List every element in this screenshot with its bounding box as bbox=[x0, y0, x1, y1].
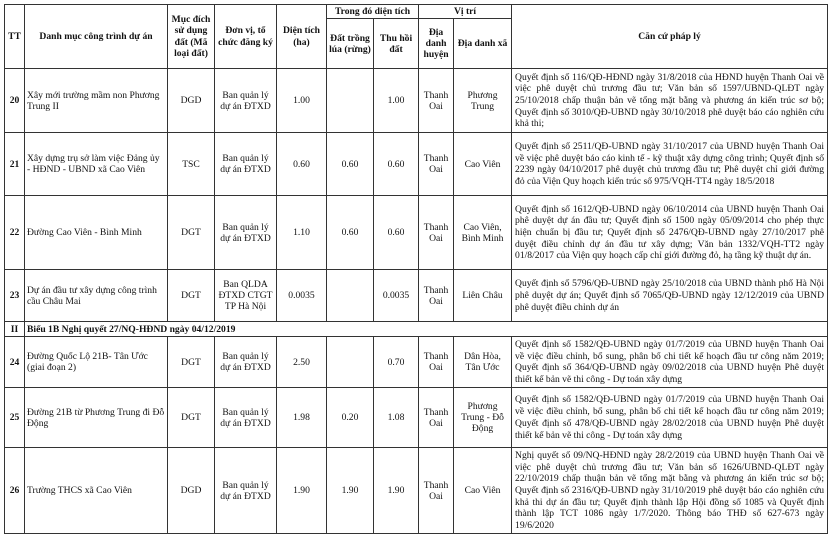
cell-area: 0.0035 bbox=[277, 270, 327, 322]
cell-purpose: DGT bbox=[168, 270, 215, 322]
cell-commune: Phương Trung bbox=[454, 69, 512, 133]
cell-recover: 1.90 bbox=[374, 448, 419, 534]
cell-unit: Ban quản lý dự án ĐTXD bbox=[215, 448, 277, 534]
cell-name: Dự án đầu tư xây dựng công trình cầu Châu Mai bbox=[25, 270, 168, 322]
table-row bbox=[5, 270, 828, 322]
cell-name: Xây dựng trụ sở làm việc Đảng ủy - HĐND - UBND xã Cao Viên bbox=[25, 133, 168, 196]
header-recover: Thu hồi đất bbox=[374, 19, 419, 69]
cell-legal: Quyết định số 1582/QĐ-UBND ngày 01/7/2019 của UBND huyện Thanh Oai về việc điều chỉnh, bổ sung, phân bổ chi tiết kế hoạch đầu tư công năm 2019; Quyết định số 478/QĐ-UBND ngày 28/02/2018 của UBND huyện Phê duyệt thiết kế bản vẽ thi công - Dự toán xây dựng bbox=[512, 388, 828, 448]
section-title: Biểu 1B Nghị quyết 27/NQ-HĐND ngày 04/12/2019 bbox=[25, 322, 828, 337]
cell-district: Thanh Oai bbox=[419, 337, 454, 388]
cell-district: Thanh Oai bbox=[419, 388, 454, 448]
cell-name: Đường Quốc Lộ 21B- Tân Ước (giai đoạn 2) bbox=[25, 337, 168, 388]
cell-rice: 0.60 bbox=[327, 133, 374, 196]
cell-unit: Ban quản lý dự án ĐTXD bbox=[215, 196, 277, 270]
cell-name: Đường Cao Viên - Bình Minh bbox=[25, 196, 168, 270]
cell-commune: Cao Viên bbox=[454, 133, 512, 196]
cell-purpose: DGD bbox=[168, 448, 215, 534]
cell-commune: Dân Hòa, Tân Ước bbox=[454, 337, 512, 388]
table-row bbox=[5, 69, 828, 133]
cell-rice bbox=[327, 337, 374, 388]
cell-legal: Quyết định số 5796/QĐ-UBND ngày 25/10/2018 của UBND thành phố Hà Nội phê duyệt dự án; Quyết định số 7065/QĐ-UBND ngày 12/12/2019 của UBND phê duyệt điều chỉnh dự án bbox=[512, 270, 828, 322]
cell-rice: 0.60 bbox=[327, 196, 374, 270]
section-number: II bbox=[5, 322, 25, 337]
header-group-area: Trong đó diện tích bbox=[327, 5, 419, 19]
cell-purpose: DGT bbox=[168, 196, 215, 270]
table-row bbox=[5, 448, 828, 534]
cell-legal: Nghị quyết số 09/NQ-HĐND ngày 28/2/2019 của UBND huyện Thanh Oai về việc phê duyệt chủ trương đầu tư; Văn bản số 1626/UBND-QLĐT ngày 22/10/2019 chấp thuận bản vẽ tổng mặt bằng và phương án kiến trúc sơ bộ; Quyết định số 2316/QĐ-UBND ngày 31/10/2019 phê duyệt báo cáo nghiên cứu khả thi dự án đầu tư; Quyết định thành lập Hội đồng số 1085 và Quyết định thành lập TCT 1086 ngày 1/7/2020. Thông báo THĐ số 627-673 ngày 19/6/2020 bbox=[512, 448, 828, 534]
cell-tt: 26 bbox=[5, 448, 25, 534]
section-row bbox=[5, 322, 828, 337]
cell-rice bbox=[327, 69, 374, 133]
cell-legal: Quyết định số 116/QĐ-HĐND ngày 31/8/2018 của HĐND huyện Thanh Oai về việc phê duyệt chủ trương đầu tư; Văn bản số 1597/UBND-QLĐT ngày 25/10/2018 chấp thuận bản vẽ tổng mặt bằng và phương án kiến trúc sơ bộ; Quyết định số 3010/QĐ-UBND ngày 30/10/2018 phê duyệt báo cáo nghiên cứu khả thi; bbox=[512, 69, 828, 133]
cell-commune: Phương Trung - Đỗ Động bbox=[454, 388, 512, 448]
cell-rice: 0.20 bbox=[327, 388, 374, 448]
cell-legal: Quyết định số 1612/QĐ-UBND ngày 06/10/2014 của UBND huyện Thanh Oai phê duyệt dự án đầu tư; Quyết định số 1500 ngày 05/09/2014 cho phép thực hiện chuẩn bị đầu tư; Quyết định số 2476/QĐ-UBND ngày 27/10/2017 phê duyệt điều chỉnh dự án đầu tư xây dựng; Văn bản 1332/VQH-TT2 ngày 01/8/2017 của Viện quy hoạch cấp chỉ giới đường đỏ, hạ tầng kỹ thuật dự án. bbox=[512, 196, 828, 270]
cell-unit: Ban quản lý dự án ĐTXD bbox=[215, 337, 277, 388]
table-row bbox=[5, 337, 828, 388]
cell-recover: 1.08 bbox=[374, 388, 419, 448]
table-row bbox=[5, 133, 828, 196]
cell-district: Thanh Oai bbox=[419, 69, 454, 133]
table-row bbox=[5, 196, 828, 270]
header-group-location: Vị trí bbox=[419, 5, 512, 19]
cell-tt: 22 bbox=[5, 196, 25, 270]
cell-area: 1.00 bbox=[277, 69, 327, 133]
cell-name: Trường THCS xã Cao Viên bbox=[25, 448, 168, 534]
cell-purpose: DGD bbox=[168, 69, 215, 133]
cell-district: Thanh Oai bbox=[419, 133, 454, 196]
cell-recover: 1.00 bbox=[374, 69, 419, 133]
cell-area: 1.98 bbox=[277, 388, 327, 448]
cell-commune: Liên Châu bbox=[454, 270, 512, 322]
header-commune: Địa danh xã bbox=[454, 19, 512, 69]
cell-tt: 20 bbox=[5, 69, 25, 133]
cell-tt: 24 bbox=[5, 337, 25, 388]
cell-legal: Quyết định số 2511/QĐ-UBND ngày 31/10/2017 của UBND huyện Thanh Oai về việc phê duyệt báo cáo kinh tế - kỹ thuật xây dựng công trình; Quyết định số 2239 ngày 04/10/2017 phê duyệt chủ trương đầu tư; Phê duyệt chỉ giới đường đỏ của Viện Quy hoạch kiến trúc số 975/VQH-TT4 ngày 18/5/2018 bbox=[512, 133, 828, 196]
cell-district: Thanh Oai bbox=[419, 196, 454, 270]
header-rice: Đất trồng lúa (rừng) bbox=[327, 19, 374, 69]
cell-district: Thanh Oai bbox=[419, 448, 454, 534]
cell-purpose: DGT bbox=[168, 337, 215, 388]
cell-purpose: DGT bbox=[168, 388, 215, 448]
cell-area: 1.90 bbox=[277, 448, 327, 534]
cell-recover: 0.0035 bbox=[374, 270, 419, 322]
cell-area: 1.10 bbox=[277, 196, 327, 270]
table-row bbox=[5, 388, 828, 448]
cell-recover: 0.60 bbox=[374, 133, 419, 196]
cell-unit: Ban QLDA ĐTXD CTGT TP Hà Nội bbox=[215, 270, 277, 322]
cell-tt: 25 bbox=[5, 388, 25, 448]
header-tt: TT bbox=[5, 5, 25, 69]
cell-recover: 0.60 bbox=[374, 196, 419, 270]
cell-rice: 1.90 bbox=[327, 448, 374, 534]
cell-commune: Cao Viên, Bình Minh bbox=[454, 196, 512, 270]
header-legal: Căn cứ pháp lý bbox=[512, 5, 828, 69]
cell-legal: Quyết định số 1582/QĐ-UBND ngày 01/7/2019 của UBND huyện Thanh Oai về việc điều chỉnh, bổ sung, phân bổ chi tiết kế hoạch đầu tư công năm 2019; Quyết định số 364/QĐ-UBND ngày 09/02/2018 của UBND huyện Phê duyệt thiết kế bản vẽ thi công - Dự toán xây dựng bbox=[512, 337, 828, 388]
cell-commune: Cao Viên bbox=[454, 448, 512, 534]
cell-unit: Ban quản lý dự án ĐTXD bbox=[215, 133, 277, 196]
cell-name: Đường 21B từ Phương Trung đi Đỗ Động bbox=[25, 388, 168, 448]
cell-tt: 23 bbox=[5, 270, 25, 322]
cell-area: 0.60 bbox=[277, 133, 327, 196]
document-page bbox=[4, 4, 828, 534]
cell-unit: Ban quản lý dự án ĐTXD bbox=[215, 69, 277, 133]
cell-area: 2.50 bbox=[277, 337, 327, 388]
table-body bbox=[5, 69, 828, 534]
header-district: Địa danh huyện bbox=[419, 19, 454, 69]
table-header bbox=[5, 5, 828, 69]
header-purpose: Mục đích sử dụng đất (Mã loại đất) bbox=[168, 5, 215, 69]
cell-district: Thanh Oai bbox=[419, 270, 454, 322]
cell-name: Xây mới trường mầm non Phương Trung II bbox=[25, 69, 168, 133]
cell-rice bbox=[327, 270, 374, 322]
project-table bbox=[4, 4, 828, 534]
header-area: Diện tích (ha) bbox=[277, 5, 327, 69]
cell-recover: 0.70 bbox=[374, 337, 419, 388]
cell-tt: 21 bbox=[5, 133, 25, 196]
header-name: Danh mục công trình dự án bbox=[25, 5, 168, 69]
cell-unit: Ban quản lý dự án ĐTXD bbox=[215, 388, 277, 448]
header-unit: Đơn vị, tổ chức đăng ký bbox=[215, 5, 277, 69]
cell-purpose: TSC bbox=[168, 133, 215, 196]
